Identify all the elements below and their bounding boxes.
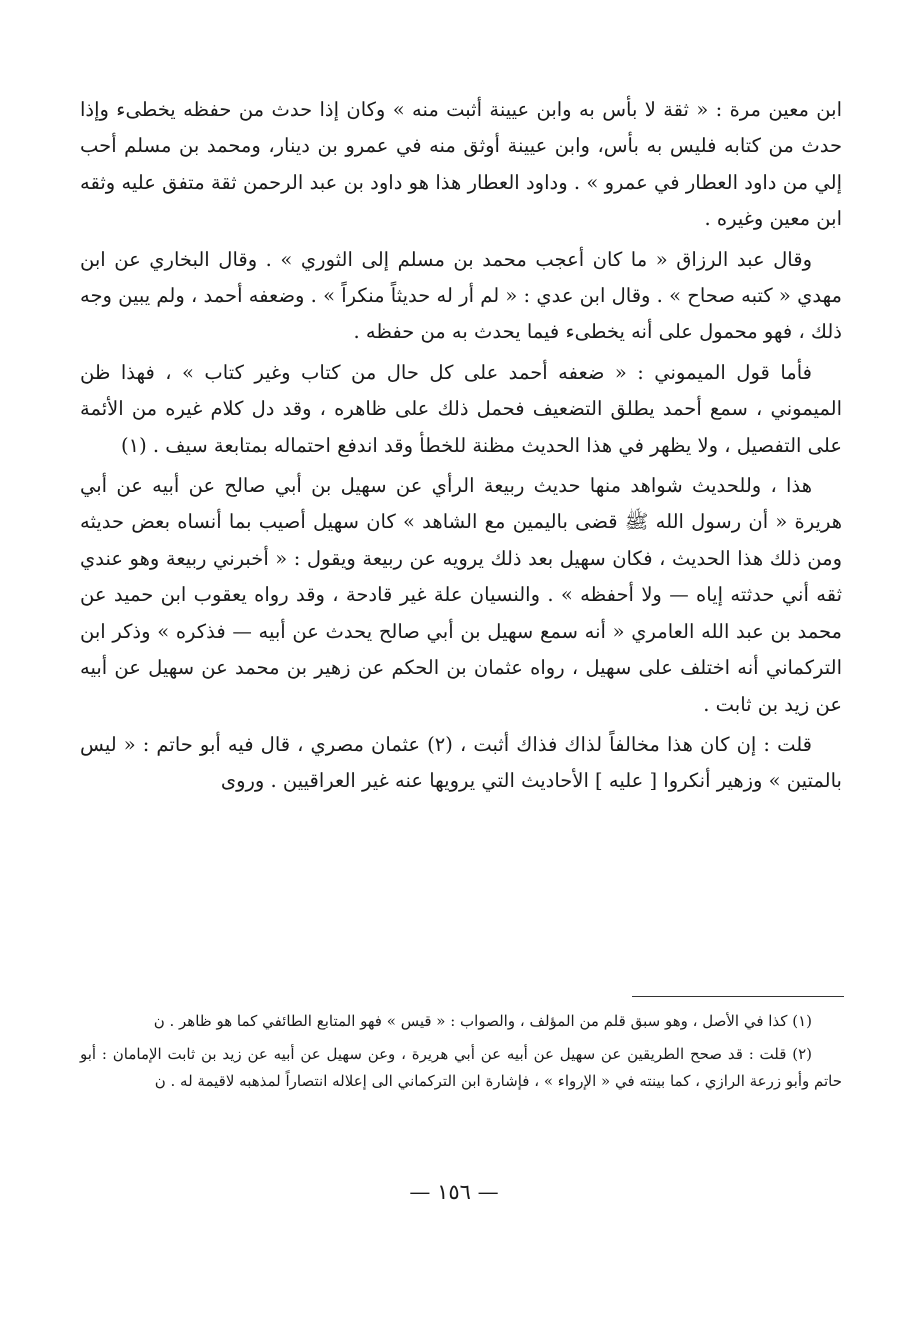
- paragraph-4: هذا ، وللحديث شواهد منها حديث ربيعة الرأي عن سهيل بن أبي صالح عن أبيه عن أبي هريرة « أن رسول الله ﷺ قضى باليمين مع الشاهد » كان سهيل أصيب بما أنساه بعض حديثه ومن ذلك هذا الحديث ، فكان سهيل بعد ذلك يرويه عن ربيعة ويقول : « أخبرني ربيعة وهو عندي ثقه أني حدثته إياه — ولا أحفظه » . والنسيان علة غير قادحة ، وقد رواه يعقوب ابن حميد عن محمد بن عبد الله العامري « أنه سمع سهيل بن أبي صالح يحدث عن أبيه — فذكره » وذكر ابن التركماني أنه اختلف على سهيل ، رواه عثمان بن الحكم عن زهير بن محمد عن سهيل عن أبيه عن زيد بن ثابت .: [80, 474, 842, 716]
- footnote-2: (٢) قلت : قد صحح الطريقين عن سهيل عن أبيه عن أبي هريرة ، وعن سهيل عن أبيه عن زيد بن ثابت الإمامان : أبو حاتم وأبو زرعة الرازي ، كما بينته في « الإرواء » ، فإشارة ابن التركماني الى إعلاله انتصاراً لمذهبه لاقيمة له . ن: [80, 1045, 842, 1090]
- paragraph-2: وقال عبد الرزاق « ما كان أعجب محمد بن مسلم إلى الثوري » . وقال البخاري عن ابن مهدي « كتبه صحاح » . وقال ابن عدي : « لم أر له حديثاً منكراً » . وضعفه أحمد ، ولم يبين وجه ذلك ، فهو محمول على أنه يخطىء فيما يحدث به من حفظه .: [80, 247, 842, 344]
- footnotes: [80, 1008, 842, 1095]
- footnote-1: (١) كذا في الأصل ، وهو سبق قلم من المؤلف ، والصواب : « قيس » فهو المتابع الطائفي كما هو ظاهر . ن: [153, 1012, 812, 1030]
- paragraph-1: ابن معين مرة : « ثقة لا بأس به وابن عيينة أثبت منه » وكان إذا حدث من حفظه يخطىء وإذا حدث من كتابه فليس به بأس، وابن عيينة أوثق منه في عمرو بن دينار، ومحمد بن مسلم أحب إلي من داود العطار في عمرو » . وداود العطار هذا هو داود بن عبد الرحمن ثقة متفق عليه وثقه ابن معين وغيره .: [80, 98, 842, 231]
- main-text: [80, 92, 842, 800]
- page-number: — ١٥٦ —: [409, 1180, 499, 1204]
- footnote-divider: [632, 996, 844, 997]
- paragraph-5: قلت : إن كان هذا مخالفاً لذاك فذاك أثبت ، (٢) عثمان مصري ، قال فيه أبو حاتم : « ليس بالمتين » وزهير أنكروا [ عليه ] الأحاديث التي يرويها عنه غير العراقيين . وروى: [80, 732, 842, 793]
- paragraph-3: فأما قول الميموني : « ضعفه أحمد على كل حال من كتاب وغير كتاب » ، فهذا ظن الميموني ، سمع أحمد يطلق التضعيف فحمل ذلك على ظاهره ، وقد دل كلام غيره من الأئمة على التفصيل ، ولا يظهر في هذا الحديث مظنة للخطأ وقد اندفع احتماله بمتابعة سيف . (١): [80, 360, 842, 457]
